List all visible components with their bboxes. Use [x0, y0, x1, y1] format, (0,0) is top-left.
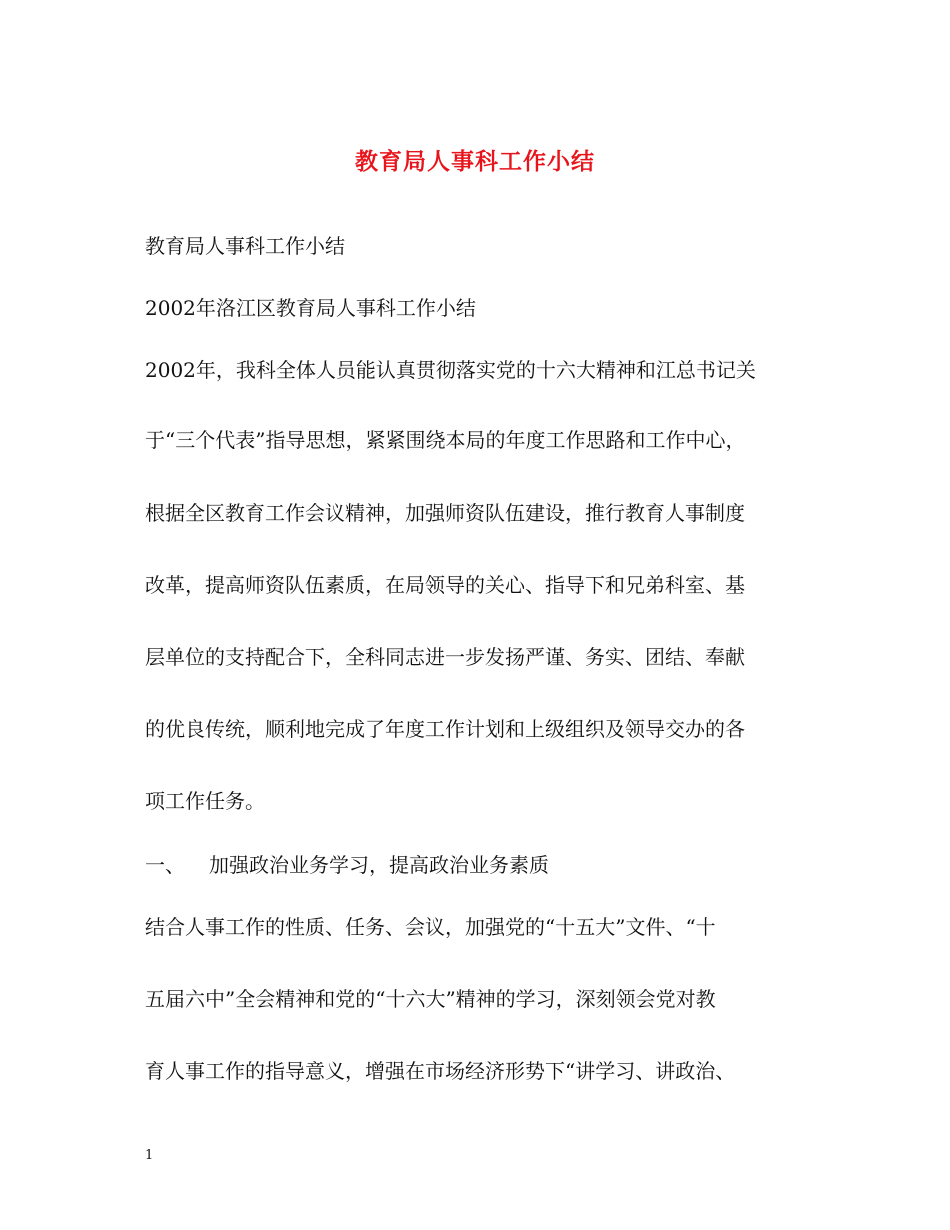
section-number: 一、 [145, 853, 185, 877]
section-title: 加强政治业务学习，提高政治业务素质 [209, 853, 549, 877]
paragraph-line: 项工作任务。 [145, 789, 265, 813]
section-heading [145, 851, 549, 879]
paragraph-line: 五届六中”全会精神和党的“十六大”精神的学习，深刻领会党对教 [145, 987, 716, 1011]
document-title: 教育局人事科工作小结 [355, 148, 595, 175]
paragraph-line: 层单位的支持配合下，全科同志进一步发扬严谨、务实、团结、奉献 [145, 645, 745, 669]
paragraph-line: 的优良传统，顺利地完成了年度工作计划和上级组织及领导交办的各 [145, 717, 745, 741]
paragraph-line: 根据全区教育工作会议精神，加强师资队伍建设，推行教育人事制度 [145, 501, 745, 525]
document-subtitle: 教育局人事科工作小结 [145, 234, 345, 258]
paragraph-line: 改革，提高师资队伍素质，在局领导的关心、指导下和兄弟科室、基 [145, 573, 745, 597]
paragraph-line: 2002年，我科全体人员能认真贯彻落实党的十六大精神和江总书记关 [145, 358, 756, 382]
page-number: 1 [145, 1148, 154, 1163]
paragraph-line: 结合人事工作的性质、任务、会议，加强党的“十五大”文件、“十 [145, 915, 716, 939]
paragraph-line: 育人事工作的指导意义，增强在市场经济形势下“讲学习、讲政治、 [145, 1059, 736, 1083]
paragraph-line: 于“三个代表”指导思想，紧紧围绕本局的年度工作思路和工作中心， [145, 428, 746, 452]
document-subtitle-year: 2002年洛江区教育局人事科工作小结 [145, 296, 476, 320]
